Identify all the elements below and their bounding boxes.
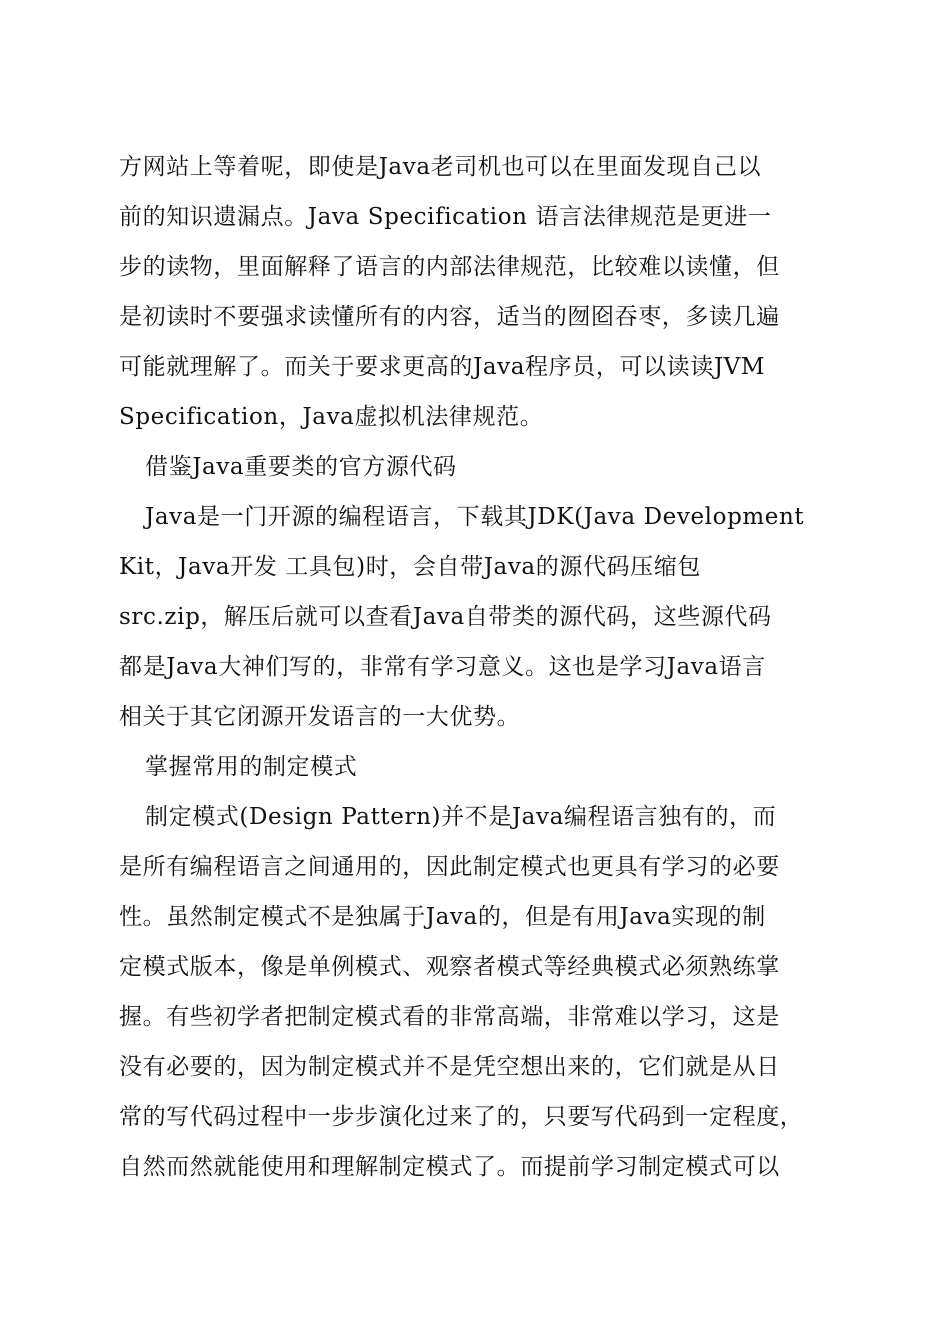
body-text-line: 是所有编程语言之间通用的，因此制定模式也更具有学习的必要 bbox=[119, 854, 780, 880]
body-text-line: 没有必要的，因为制定模式并不是凭空想出来的，它们就是从日 bbox=[119, 1054, 780, 1080]
body-text-line: 定模式版本，像是单例模式、观察者模式等经典模式必须熟练掌 bbox=[119, 954, 780, 980]
body-text-line: 性。虽然制定模式不是独属于Java的，但是有用Java实现的制 bbox=[119, 904, 766, 930]
body-text-line: Java是一门开源的编程语言，下载其JDK(Java Development bbox=[145, 504, 805, 530]
body-text-line: 前的知识遗漏点。Java Specification 语言法律规范是更进一 bbox=[119, 204, 772, 230]
body-text-line: src.zip，解压后就可以查看Java自带类的源代码，这些源代码 bbox=[119, 604, 772, 630]
body-text-line: 方网站上等着呢，即使是Java老司机也可以在里面发现自己以 bbox=[119, 154, 762, 180]
body-text-line: 握。有些初学者把制定模式看的非常高端，非常难以学习，这是 bbox=[119, 1004, 780, 1030]
section-heading: 借鉴Java重要类的官方源代码 bbox=[145, 454, 457, 480]
body-text-line: Kit，Java开发 工具包)时，会自带Java的源代码压缩包 bbox=[119, 554, 701, 580]
body-text-line: 步的读物，里面解释了语言的内部法律规范，比较难以读懂，但 bbox=[119, 254, 780, 280]
body-text-line: Specification，Java虚拟机法律规范。 bbox=[119, 404, 544, 430]
section-heading: 掌握常用的制定模式 bbox=[145, 754, 358, 780]
body-text-line: 相关于其它闭源开发语言的一大优势。 bbox=[119, 704, 521, 730]
body-text-line: 都是Java大神们写的，非常有学习意义。这也是学习Java语言 bbox=[119, 654, 766, 680]
body-text-line: 可能就理解了。而关于要求更高的Java程序员，可以读读JVM bbox=[119, 354, 766, 380]
body-text-line: 制定模式(Design Pattern)并不是Java编程语言独有的，而 bbox=[145, 804, 777, 830]
body-text-line: 自然而然就能使用和理解制定模式了。而提前学习制定模式可以 bbox=[119, 1154, 780, 1180]
body-text-line: 常的写代码过程中一步步演化过来了的，只要写代码到一定程度， bbox=[119, 1104, 804, 1130]
body-text-line: 是初读时不要强求读懂所有的内容，适当的囫囵吞枣，多读几遍 bbox=[119, 304, 780, 330]
